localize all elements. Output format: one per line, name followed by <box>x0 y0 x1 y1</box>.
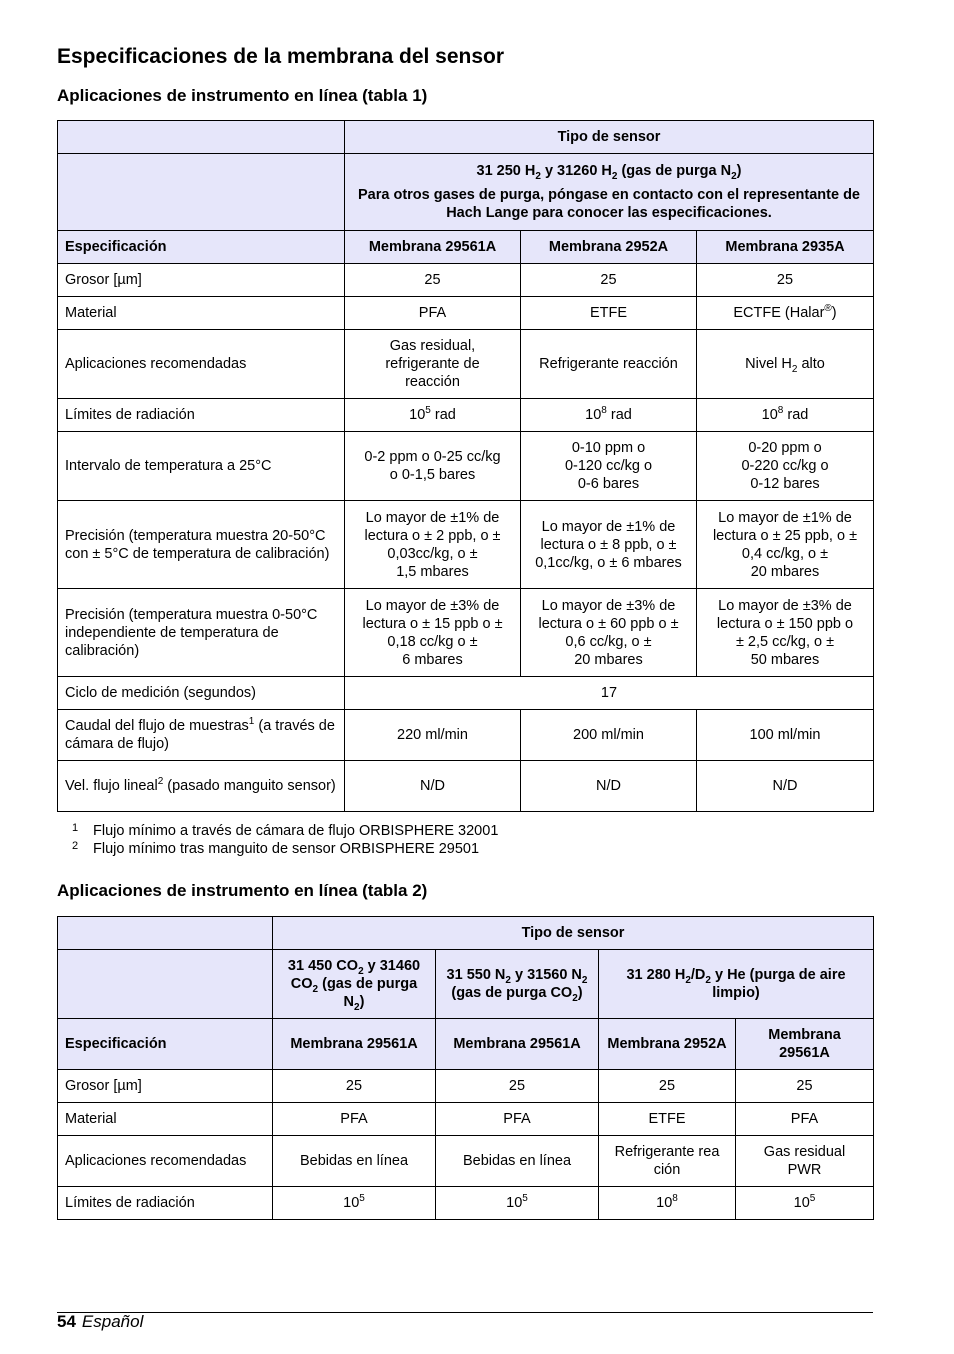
table-row <box>58 330 874 399</box>
table-row <box>58 432 874 501</box>
cell: N/D <box>697 761 874 812</box>
cell: PFA <box>736 1103 874 1136</box>
row-label: Material <box>58 297 345 330</box>
table-row <box>58 1187 874 1220</box>
cell: $10^8$ rad <box>521 399 697 432</box>
table-row <box>58 710 874 761</box>
membrane-header: Membrana 2935A <box>697 231 874 264</box>
footer-divider <box>57 1312 873 1313</box>
membrane-header: Membrana 29561A <box>345 231 521 264</box>
footer-language: Español <box>81 1312 144 1331</box>
sensor-gas-header: 31 250 $H_2$ y 31260 $H_2$ (gas de purga $N_2$) Para otros gases de purga, póngase en contacto con el representante de Hach Lange para conocer las especificaciones. <box>345 154 874 231</box>
footnote: 2 Flujo mínimo tras manguito de sensor ORBISPHERE 29501 <box>72 840 480 857</box>
cell: Lo mayor de ±1% de lectura o ± 2 ppb, o ± 0,03cc/kg, o ± 1,5 mbares <box>345 501 521 589</box>
header-blank <box>58 950 273 1019</box>
table-row <box>58 1070 874 1103</box>
row-label: Grosor [µm] <box>58 1070 273 1103</box>
cell: ETFE <box>599 1103 736 1136</box>
sensor-type-header: Tipo de sensor <box>345 121 874 154</box>
cell: 17 <box>345 677 874 710</box>
row-label: Límites de radiación <box>58 399 345 432</box>
row-label: Límites de radiación <box>58 1187 273 1220</box>
cell: Nivel $H_2$ alto <box>697 330 874 399</box>
cell: Lo mayor de ±3% de lectura o ± 15 ppb o ± 0,18 cc/kg o ± 6 mbares <box>345 589 521 677</box>
row-label: Vel. flujo lineal$^2$ (pasado manguito sensor) <box>58 761 345 812</box>
cell: 100 ml/min <box>697 710 874 761</box>
cell: Gas residual PWR <box>736 1136 874 1187</box>
cell: Gas residual, refrigerante de reacción <box>345 330 521 399</box>
header-blank <box>58 917 273 950</box>
cell: $10^5$ rad <box>345 399 521 432</box>
cell: Bebidas en línea <box>273 1136 436 1187</box>
cell: Lo mayor de ±3% de lectura o ± 60 ppb o ± 0,6 cc/kg, o ± 20 mbares <box>521 589 697 677</box>
sensor-gas-header: 31 280 $H_2/D_2$ y He (purga de aire limpio) <box>599 950 874 1019</box>
membrane-header: Membrana 29561A <box>273 1019 436 1070</box>
purge-gas-note: Para otros gases de purga, póngase en contacto con el representante de Hach Lange para conocer las especificaciones. <box>357 187 860 221</box>
cell: 25 <box>599 1070 736 1103</box>
table-row <box>58 501 874 589</box>
membrane-header: Membrana 2952A <box>599 1019 736 1070</box>
cell: $10^5$ <box>273 1187 436 1220</box>
header-blank <box>58 154 345 231</box>
table-row <box>58 297 874 330</box>
table-row <box>58 677 874 710</box>
cell: PFA <box>436 1103 599 1136</box>
table-row <box>58 264 874 297</box>
cell: Bebidas en línea <box>436 1136 599 1187</box>
sensor-gas-header: 31 450 $CO_2$ y 31460 $CO_2$ (gas de purga $N_2$) <box>273 950 436 1019</box>
table2-heading: Aplicaciones de instrumento en línea (tabla 2) <box>57 881 428 900</box>
header-blank <box>58 121 345 154</box>
membrane-header: Membrana 29561A <box>436 1019 599 1070</box>
spec-table-1 <box>57 120 874 812</box>
row-label: Aplicaciones recomendadas <box>58 330 345 399</box>
cell: ETFE <box>521 297 697 330</box>
cell: $10^8$ rad <box>697 399 874 432</box>
row-label: Caudal del flujo de muestras$^1$ (a través de cámara de flujo) <box>58 710 345 761</box>
cell: Lo mayor de ±3% de lectura o ± 150 ppb o ± 2,5 cc/kg, o ± 50 mbares <box>697 589 874 677</box>
cell: N/D <box>521 761 697 812</box>
row-label: Precisión (temperatura muestra 20-50°C con ± 5°C de temperatura de calibración) <box>58 501 345 589</box>
spec-label: Especificación <box>58 231 345 264</box>
row-label: Grosor [µm] <box>58 264 345 297</box>
cell: 25 <box>521 264 697 297</box>
table-row <box>58 1136 874 1187</box>
cell: PFA <box>273 1103 436 1136</box>
spec-table-2 <box>57 916 874 1220</box>
cell: 25 <box>697 264 874 297</box>
membrane-header: Membrana 2952A <box>521 231 697 264</box>
cell: Refrigerante reacción <box>521 330 697 399</box>
cell: 25 <box>345 264 521 297</box>
row-label: Aplicaciones recomendadas <box>58 1136 273 1187</box>
cell: N/D <box>345 761 521 812</box>
cell: $10^8$ <box>599 1187 736 1220</box>
cell: $10^5$ <box>436 1187 599 1220</box>
sensor-gas-header: 31 550 $N_2$ y 31560 $N_2$ (gas de purga $CO_2$) <box>436 950 599 1019</box>
row-label: Precisión (temperatura muestra 0-50°C independiente de temperatura de calibración) <box>58 589 345 677</box>
table-row <box>58 1103 874 1136</box>
cell: Lo mayor de ±1% de lectura o ± 25 ppb, o ± 0,4 cc/kg, o ± 20 mbares <box>697 501 874 589</box>
cell: Refrigerante rea ción <box>599 1136 736 1187</box>
table-row <box>58 761 874 812</box>
membrane-header: Membrana 29561A <box>736 1019 874 1070</box>
cell: $10^5$ <box>736 1187 874 1220</box>
cell: PFA <box>345 297 521 330</box>
cell: 0-2 ppm o 0-25 cc/kg o 0-1,5 bares <box>345 432 521 501</box>
table-row <box>58 399 874 432</box>
sensor-type-header: Tipo de sensor <box>273 917 874 950</box>
page-title: Especificaciones de la membrana del sensor <box>57 45 505 68</box>
page-footer <box>57 1312 143 1332</box>
footnote: 1 Flujo mínimo a través de cámara de flujo ORBISPHERE 32001 <box>72 822 499 839</box>
cell: ECTFE (Halar®) <box>697 297 874 330</box>
row-label: Ciclo de medición (segundos) <box>58 677 345 710</box>
spec-label: Especificación <box>58 1019 273 1070</box>
row-label: Intervalo de temperatura a 25°C <box>58 432 345 501</box>
cell: 0-20 ppm o 0-220 cc/kg o 0-12 bares <box>697 432 874 501</box>
page-number: 54 <box>57 1312 76 1331</box>
row-label: Material <box>58 1103 273 1136</box>
cell: 200 ml/min <box>521 710 697 761</box>
cell: 25 <box>273 1070 436 1103</box>
cell: 220 ml/min <box>345 710 521 761</box>
cell: 25 <box>436 1070 599 1103</box>
table1-heading: Aplicaciones de instrumento en línea (tabla 1) <box>57 86 428 105</box>
table-row <box>58 589 874 677</box>
cell: 25 <box>736 1070 874 1103</box>
cell: Lo mayor de ±1% de lectura o ± 8 ppb, o ± 0,1cc/kg, o ± 6 mbares <box>521 501 697 589</box>
cell: 0-10 ppm o 0-120 cc/kg o 0-6 bares <box>521 432 697 501</box>
